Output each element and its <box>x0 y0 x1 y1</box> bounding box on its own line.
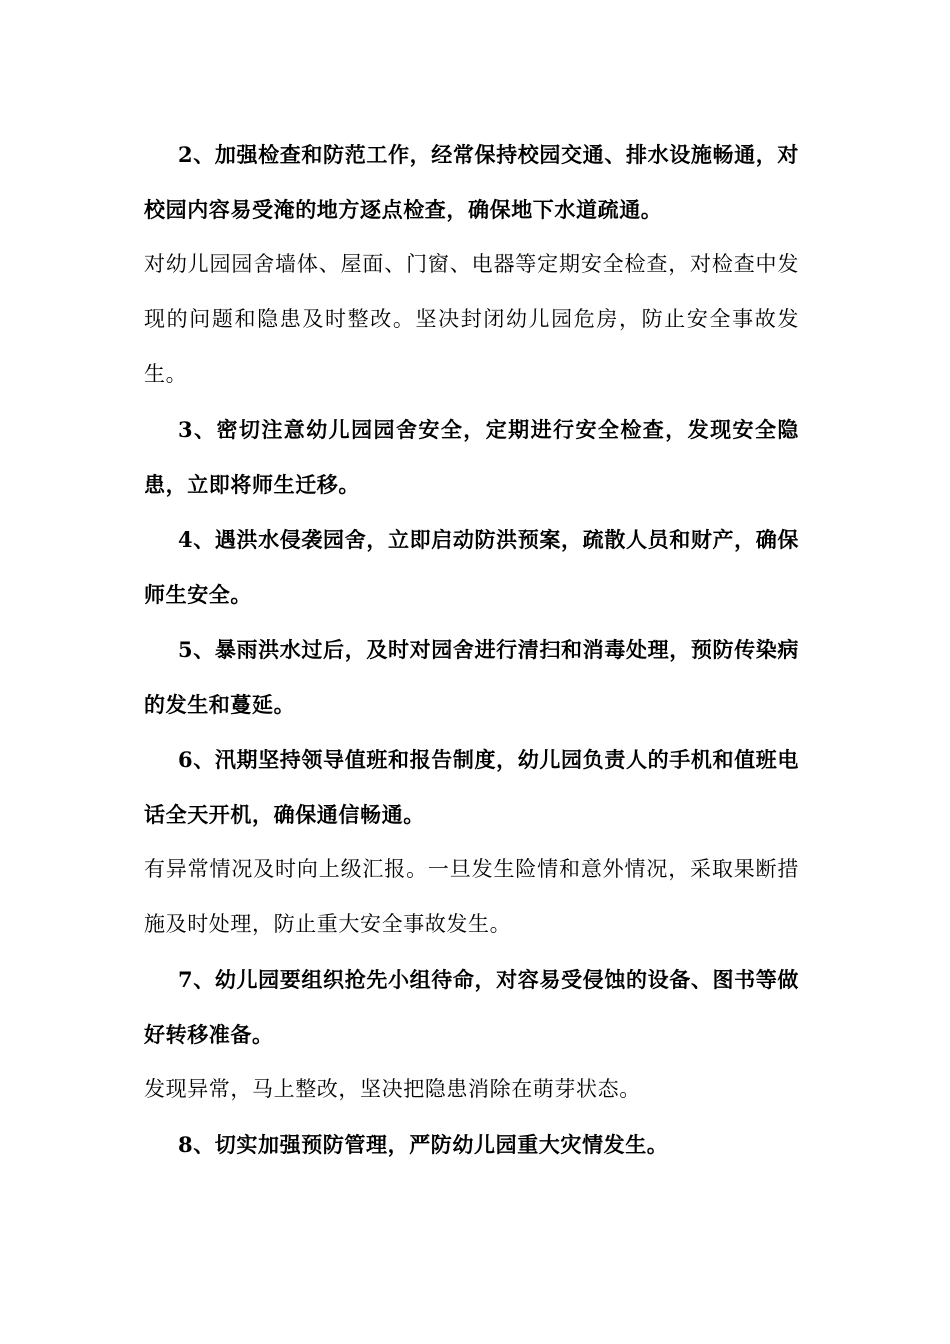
paragraph-item-4-flood-response: 4、遇洪水侵袭园舍，立即启动防洪预案，疏散人员和财产，确保师生安全。 <box>144 527 799 607</box>
paragraph-item-3-building-safety: 3、密切注意幼儿园园舍安全，定期进行安全检查，发现安全隐患，立即将师生迁移。 <box>144 417 799 497</box>
paragraph-item-8-prevention: 8、切实加强预防管理，严防幼儿园重大灾情发生。 <box>178 1132 669 1157</box>
paragraph-hazard-elimination: 发现异常，马上整改，坚决把隐患消除在萌芽状态。 <box>144 1077 641 1101</box>
paragraph-item-2-drainage: 2、加强检查和防范工作，经常保持校园交通、排水设施畅通，对校园内容易受淹的地方逐点检查，确保地下水道疏通。 <box>144 142 799 222</box>
paragraph-item-5-disinfection: 5、暴雨洪水过后，及时对园舍进行清扫和消毒处理，预防传染病的发生和蔓延。 <box>144 637 799 717</box>
document-body <box>144 127 799 1172</box>
paragraph-item-6-duty-reporting: 6、汛期坚持领导值班和报告制度，幼儿园负责人的手机和值班电话全天开机，确保通信畅通。 <box>144 747 799 827</box>
paragraph-emergency-reporting: 有异常情况及时向上级汇报。一旦发生险情和意外情况，采取果断措施及时处理，防止重大安全事故发生。 <box>144 857 799 936</box>
paragraph-building-inspection: 对幼儿园园舍墙体、屋面、门窗、电器等定期安全检查，对检查中发现的问题和隐患及时整改。坚决封闭幼儿园危房，防止安全事故发生。 <box>144 252 799 386</box>
paragraph-item-7-rescue-team: 7、幼儿园要组织抢先小组待命，对容易受侵蚀的设备、图书等做好转移准备。 <box>144 967 799 1047</box>
